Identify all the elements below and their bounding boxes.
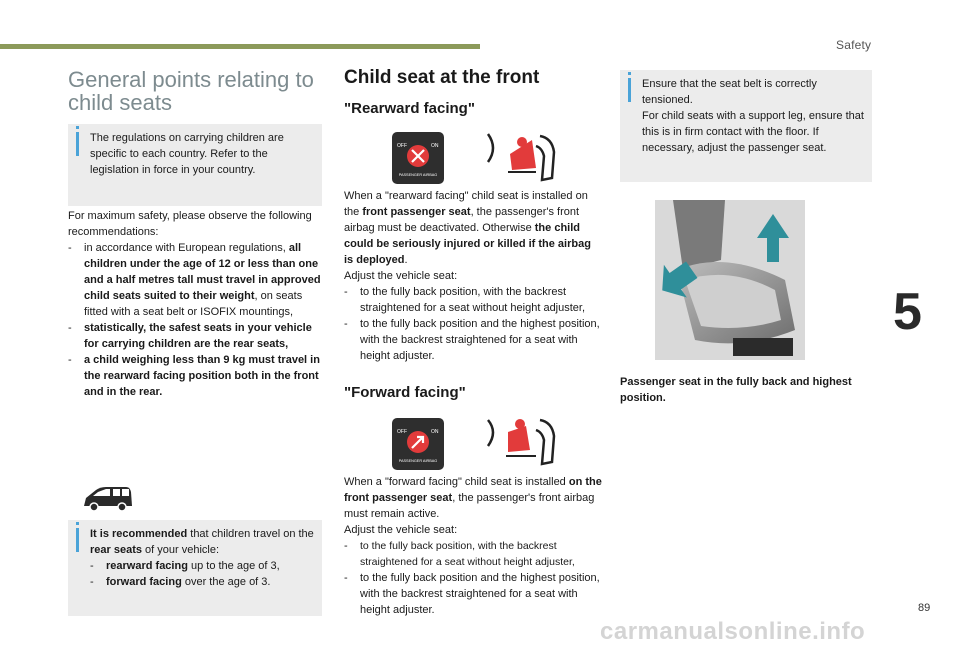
rearward-title: "Rearward facing" xyxy=(344,100,475,117)
seat-caption: Passenger seat in the fully back and highest position. xyxy=(620,376,852,404)
header-accent-bar xyxy=(0,44,480,49)
rearward-child-seat-icon xyxy=(482,128,562,188)
forward-text: When a "forward facing" child seat is installed on the front passenger seat, the passenger's front airbag must remain active. Adjust the vehicle seat: - to the fully back position, with the backrest straightened for a seat without height adjuster, - to the fully back position and the highest position, with the backrest straightened for a seat with height adjuster. xyxy=(344,476,602,616)
list-item: - rearward facing up to the age of 3, xyxy=(90,560,280,572)
rear-seats-note: It is recommended that children travel on the rear seats of your vehicle: - rearward facing up to the age of 3, - forward facing over the age of 3. xyxy=(68,520,322,616)
svg-text:ON: ON xyxy=(431,143,439,149)
list-item: - to the fully back position and the highest position, with the backrest straightened for a seat with height adjuster. xyxy=(344,318,600,362)
info-icon xyxy=(628,78,631,102)
svg-text:OFF: OFF xyxy=(397,143,407,149)
airbag-on-icon xyxy=(392,418,444,470)
front-title: Child seat at the front xyxy=(344,67,540,88)
car-icon xyxy=(82,484,134,514)
list-item: - to the fully back position and the highest position, with the backrest straightened for a seat with height adjuster. xyxy=(344,572,600,616)
regulations-note-text: The regulations on carrying children are specific to each country. Refer to the legislation in force in your country. xyxy=(90,132,284,176)
list-item: - in accordance with European regulations, all children under the age of 12 or less than one and a half metres tall must travel in approved child seats suited to their weight, on seats fitted with a seat belt or ISOFIX mountings, xyxy=(68,242,321,318)
svg-text:PASSENGER AIRBAG: PASSENGER AIRBAG xyxy=(398,173,438,177)
list-item: - to the fully back position, with the backrest straightened for a seat without height adjuster, xyxy=(344,540,575,568)
forward-title: "Forward facing" xyxy=(344,384,466,401)
chapter-number: 5 xyxy=(893,283,922,341)
passenger-seat-image xyxy=(655,200,805,360)
airbag-off-icon xyxy=(392,132,444,184)
list-item: - forward facing over the age of 3. xyxy=(90,576,271,588)
svg-text:OFF: OFF xyxy=(397,429,407,435)
info-icon xyxy=(76,132,79,156)
svg-text:PASSENGER AIRBAG: PASSENGER AIRBAG xyxy=(398,459,438,463)
watermark: carmanualsonline.info xyxy=(600,618,866,645)
general-intro: For maximum safety, please observe the following recommendations: xyxy=(68,210,312,238)
svg-text:ON: ON xyxy=(431,429,439,435)
page-number: 89 xyxy=(918,602,931,614)
list-item: - a child weighing less than 9 kg must travel in the rearward facing position both in the front and in the rear. xyxy=(68,354,320,398)
general-recommendations xyxy=(68,208,324,400)
seat-belt-note xyxy=(620,70,872,182)
info-icon xyxy=(76,528,79,552)
section-label: Safety xyxy=(836,38,872,52)
forward-child-seat-icon xyxy=(482,412,562,472)
list-item: - statistically, the safest seats in your vehicle for carrying children are the rear seats, xyxy=(68,322,312,350)
list-item: - to the fully back position, with the backrest straightened for a seat without height adjuster, xyxy=(344,286,586,314)
regulations-note xyxy=(68,124,322,206)
rearward-text: When a "rearward facing" child seat is installed on the front passenger seat, the passenger's front airbag must be deactivated. Otherwise the child could be seriously injured or killed if the airbag is deployed. Adjust the vehicle seat: - to the fully back position, with the backrest straightened for a seat without height adjuster, - to the fully back position and the highest position, with the backrest straightened for a seat with height adjuster. xyxy=(344,188,602,364)
general-title: General points relating to child seats xyxy=(68,67,314,115)
seat-belt-note-text: Ensure that the seat belt is correctly tensioned. For child seats with a support leg, ensure that this is in firm contact with the floor. If necessary, adjust the passenger seat. xyxy=(642,78,864,154)
